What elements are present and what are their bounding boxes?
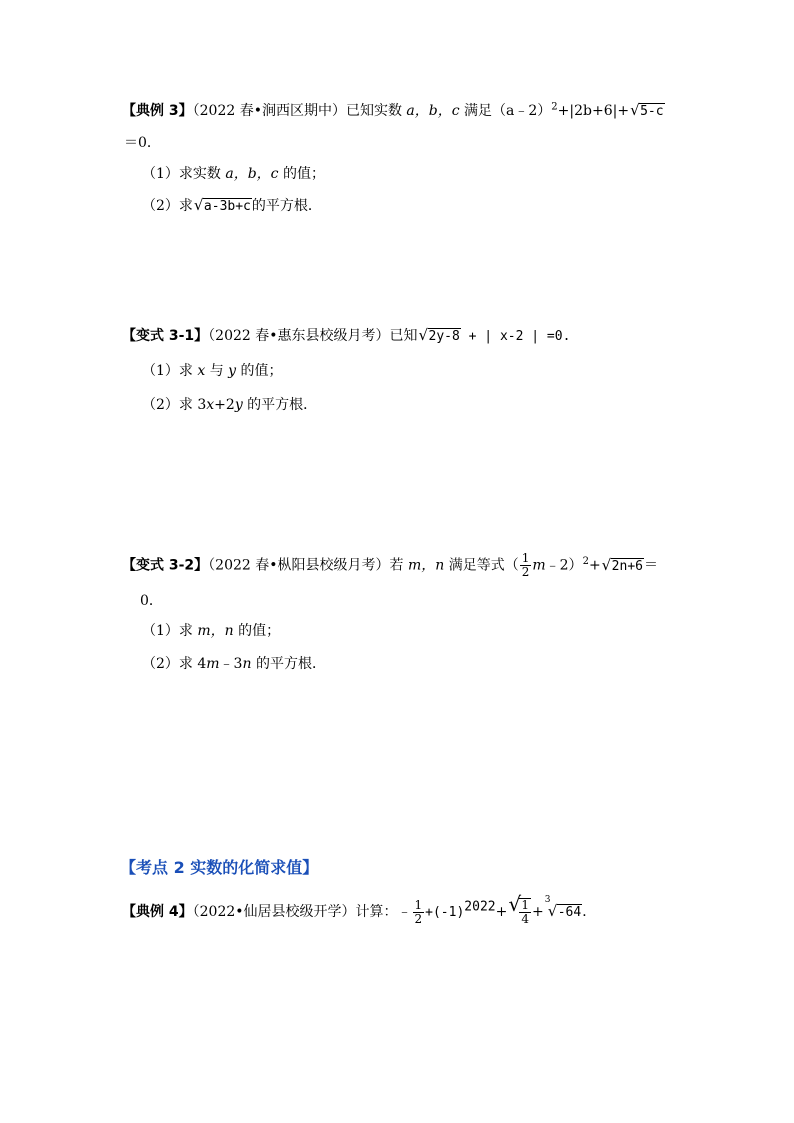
example3-q2-sqrt: √ a-3b+c xyxy=(193,196,251,214)
variant32-fraction: $\frac{1}{2}$ xyxy=(521,551,530,579)
example4-cube-root: 3 √ -64 xyxy=(544,895,582,920)
variant32-sqrt: √ 2n+6 xyxy=(601,555,643,574)
example4-fraction-half: $\frac{1}{2}$ xyxy=(414,897,423,926)
example3-tag: 【典例 3】 xyxy=(122,103,193,119)
example3-square: 2 xyxy=(551,101,558,113)
example3-condition: 满足（a﹣2） xyxy=(459,103,552,119)
example3-sqrt: √ 5-c xyxy=(630,101,664,119)
example3-eq-end: ＝0． xyxy=(124,135,161,151)
variant31-tag: 【变式 3-1】 xyxy=(122,328,209,344)
example3-statement xyxy=(122,101,665,122)
variant31-question-1: （1）求 x 与 y 的值； xyxy=(142,363,283,379)
example3-vars: a，b，c xyxy=(406,103,460,119)
section-heading: 【考点 2 实数的化简求值】 xyxy=(120,858,319,877)
example3-abs: +|2b+6|+ xyxy=(557,103,630,119)
example3-question-1: （1）求实数 a，b，c 的值； xyxy=(142,166,325,182)
variant32-question-1: （1）求 m，n 的值； xyxy=(142,623,281,639)
variant32-zero: 0． xyxy=(140,593,163,609)
variant31-statement: 【变式 3-1】（2022 春•惠东县校级月考）已知 √ 2y-8 + | x-2 | =0. xyxy=(122,326,570,347)
variant31-question-2: （2）求 3x+2y 的平方根． xyxy=(142,397,318,413)
variant32-statement: 【变式 3-2】（2022 春•枞阳县校级月考）若 m，n 满足等式（ $\frac{1}{2}$ m﹣2）$^2$+ √ 2n+6＝ xyxy=(122,551,658,579)
example4-sqrt-quarter: √ $\frac{1}{4}$ xyxy=(508,892,529,926)
example3-question-2: （2）求 √ a-3b+c的平方根． xyxy=(142,196,322,217)
variant32-tag: 【变式 3-2】 xyxy=(122,557,209,574)
example4-statement: 【典例 4】（2022•仙居县校级开学）计算：﹣ $\frac{1}{2}$ +(-1)2022+ √ $\frac{1}{4}$ + 3 √ -64． xyxy=(122,892,597,926)
variant31-sqrt: √ 2y-8 xyxy=(418,326,460,344)
example4-tag: 【典例 4】 xyxy=(122,904,193,920)
example3-source: （2022 春•涧西区期中）已知实数 xyxy=(192,103,407,119)
variant32-question-2: （2）求 4m﹣3n 的平方根． xyxy=(142,656,326,672)
